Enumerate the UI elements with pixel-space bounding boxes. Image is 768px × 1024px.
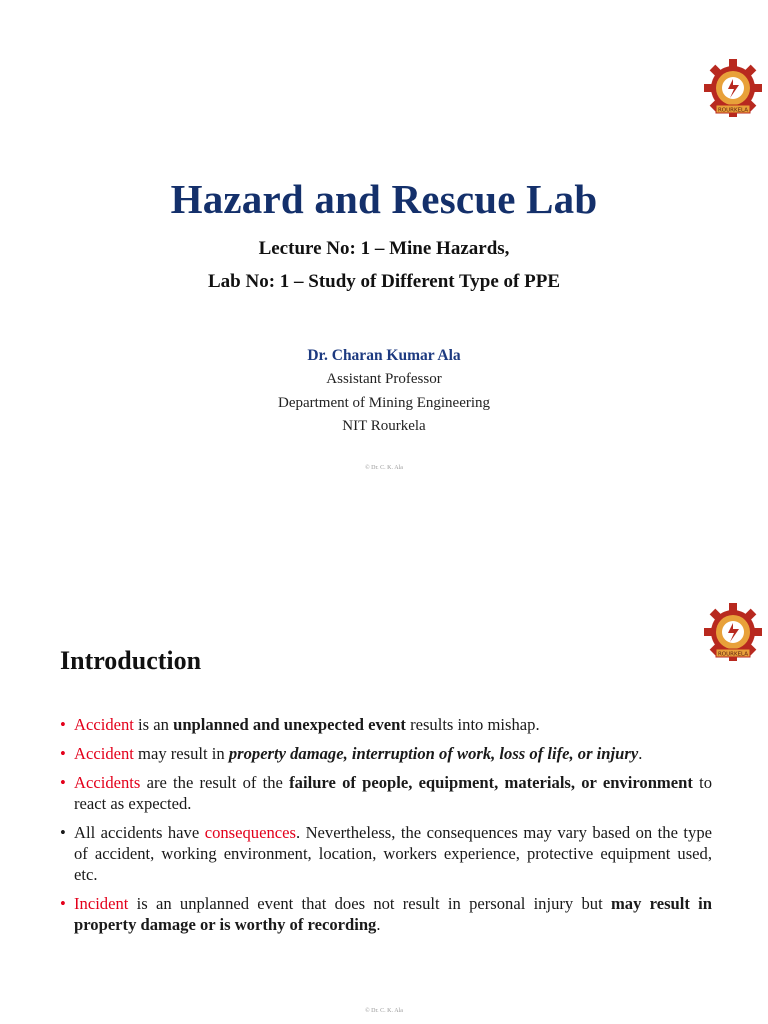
bullet-item: • Incident is an unplanned event that does not result in personal injury but may result in property damage or is worthy of recording. (60, 894, 712, 934)
slide-heading: Introduction (60, 646, 202, 675)
watermark: © Dr. C. K. Ala (365, 1008, 403, 1014)
lecture-subtitle: Lecture No: 1 – Mine Hazards, (258, 238, 510, 259)
bullet-dot: • (60, 744, 66, 763)
svg-text:ROURKELA: ROURKELA (717, 107, 749, 114)
watermark: © Dr. C. K. Ala (365, 465, 403, 471)
author-department: Department of Mining Engineering (277, 395, 491, 411)
nit-rourkela-logo (703, 602, 763, 662)
author-institute: NIT Rourkela (342, 418, 426, 434)
bullet-dot: • (60, 823, 66, 842)
bullet-item: • All accidents have consequences. Nevertheless, the consequences may vary based on the type of accident, working environment, location, workers experience, protective equipment used, etc. (60, 823, 712, 884)
bullet-dot: • (60, 894, 66, 913)
bullet-dot: • (60, 773, 66, 792)
introduction-slide (0, 512, 768, 1024)
bullet-item: • Accidents are the result of the failure of people, equipment, materials, or environment to react as expected. (60, 773, 712, 813)
svg-text:ROURKELA: ROURKELA (717, 651, 749, 658)
lab-subtitle: Lab No: 1 – Study of Different Type of PPE (207, 271, 561, 292)
bullet-item: • Accident may result in property damage, interruption of work, loss of life, or injury. (60, 744, 643, 763)
bullet-item: • Accident is an unplanned and unexpected event results into mishap. (60, 715, 540, 734)
author-name: Dr. Charan Kumar Ala (307, 347, 461, 364)
bullet-list (60, 714, 712, 943)
bullet-dot: • (60, 715, 66, 734)
slide-title: Hazard and Rescue Lab (170, 176, 598, 222)
author-position: Assistant Professor (326, 371, 442, 387)
nit-rourkela-logo (703, 58, 763, 118)
